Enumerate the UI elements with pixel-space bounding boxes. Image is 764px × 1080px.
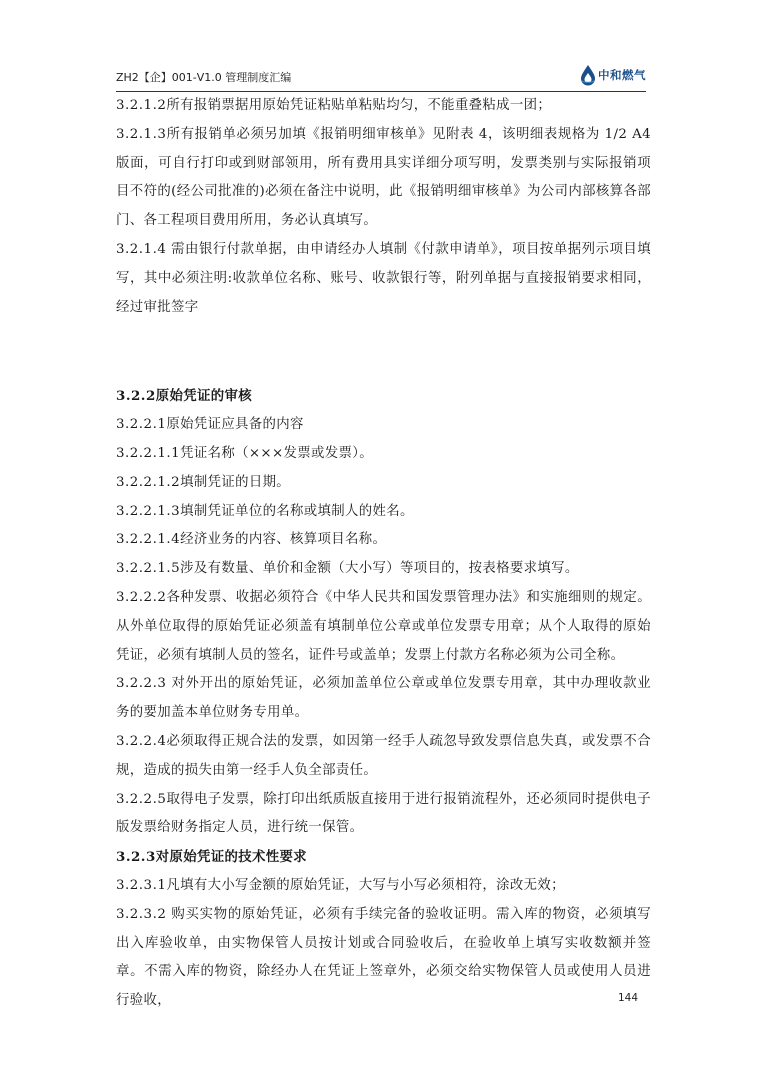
clause-text: 填制凭证的日期。 xyxy=(180,474,291,490)
clause-text: 对外开出的原始凭证，必须加盖单位公章或单位发票专用章，其中办理收款业务的要加盖本单位财务专用单。 xyxy=(116,676,651,721)
clause-number: 3.2.2 xyxy=(116,388,156,405)
paragraph xyxy=(116,498,651,527)
clause-text: 经济业务的内容、核算项目名称。 xyxy=(180,532,387,548)
logo-text: 中和燃气 xyxy=(598,68,646,82)
clause-text: 凭证名称（×××发票或发票）。 xyxy=(180,445,374,461)
clause-number: 3.2.2.1 xyxy=(116,417,167,433)
company-logo xyxy=(580,62,646,88)
clause-text: 原始凭证应具备的内容 xyxy=(166,417,304,433)
section-heading xyxy=(116,382,651,411)
clause-number: 3.2.3 xyxy=(116,849,156,866)
clause-number: 3.2.3.2 xyxy=(116,906,167,922)
paragraph xyxy=(116,440,651,469)
clause-text: 需由银行付款单据，由申请经办人填制《付款申请单》，项目按单据列示项目填写，其中必须注明:收款单位名称、账号、收款银行等，附列单据与直接报销要求相同，经过审批签字 xyxy=(116,241,651,315)
paragraph xyxy=(116,584,651,670)
clause-text: 所有报销票据用原始凭证粘贴单粘贴均匀，不能重叠粘成一团； xyxy=(166,98,552,113)
paragraph xyxy=(116,872,651,901)
section-spacer xyxy=(116,322,651,382)
paragraph xyxy=(116,469,651,498)
paragraph xyxy=(116,236,651,322)
clause-number: 3.2.1.2 xyxy=(116,98,167,113)
page-number: 144 xyxy=(618,992,639,1004)
paragraph xyxy=(116,121,651,236)
clause-number: 3.2.1.3 xyxy=(116,126,167,142)
clause-text: 必须取得正规合法的发票，如因第一经手人疏忽导致发票信息失真，或发票不合规，造成的损失由第一经手人负全部责任。 xyxy=(116,733,651,778)
clause-text: 对原始凭证的技术性要求 xyxy=(155,849,307,866)
paragraph xyxy=(116,555,651,584)
paragraph xyxy=(116,670,651,728)
paragraph xyxy=(116,901,651,1016)
clause-text: 购买实物的原始凭证，必须有手续完备的验收证明。需入库的物资，必须填写出入库验收单，由实物保管人员按计划或合同验收后，在验收单上填写实收数额并签章。不需入库的物资，除经办人在凭证上签章外，必须交给实物保管人员或使用人员进行验收， xyxy=(116,906,651,1009)
clause-number: 3.2.2.2 xyxy=(116,589,167,605)
clause-number: 3.2.2.3 xyxy=(116,676,167,692)
paragraph xyxy=(116,728,651,786)
paragraph xyxy=(116,92,651,121)
page-header xyxy=(116,60,646,92)
clause-number: 3.2.2.1.5 xyxy=(116,561,181,577)
clause-number: 3.2.2.4 xyxy=(116,733,167,749)
clause-number: 3.2.2.1.4 xyxy=(116,532,181,548)
paragraph xyxy=(116,411,651,440)
document-body xyxy=(116,92,651,1016)
clause-number: 3.2.2.1.2 xyxy=(116,474,181,490)
section-heading xyxy=(116,843,651,872)
clause-text: 涉及有数量、单价和金额（大小写）等项目的，按表格要求填写。 xyxy=(180,561,579,577)
clause-text: 凡填有大小写金额的原始凭证，大写与小写必须相符，涂改无效； xyxy=(166,877,565,893)
flame-drop-icon xyxy=(580,64,596,86)
clause-number: 3.2.2.1.3 xyxy=(116,503,181,519)
clause-number: 3.2.3.1 xyxy=(116,877,167,893)
clause-number: 3.2.2.5 xyxy=(116,791,167,807)
clause-number: 3.2.2.1.1 xyxy=(116,445,181,461)
clause-text: 所有报销单必须另加填《报销明细审核单》见附表 4，该明细表规格为 1/2 A4 版面，可自行打印或到财部领用，所有费用具实详细分项写明，发票类别与实际报销项目不符的(经公司批准的)必须在备注中说明，此《报销明细审核单》为公司内部核算各部门、各工程项目费用所用，务必认真填写。 xyxy=(116,126,651,229)
clause-text: 原始凭证的审核 xyxy=(155,388,252,405)
clause-text: 各种发票、收据必须符合《中华人民共和国发票管理办法》和实施细则的规定。从外单位取得的原始凭证必须盖有填制单位公章或单位发票专用章；从个人取得的原始凭证，必须有填制人员的签名，证件号或盖单；发票上付款方名称必须为公司全称。 xyxy=(116,589,651,663)
paragraph xyxy=(116,786,651,844)
header-title: ZH2【企】001-V1.0 管理制度汇编 xyxy=(116,71,292,84)
paragraph xyxy=(116,526,651,555)
clause-text: 取得电子发票，除打印出纸质版直接用于进行报销流程外，还必须同时提供电子版发票给财务指定人员，进行统一保管。 xyxy=(116,791,651,836)
clause-number: 3.2.1.4 xyxy=(116,241,167,257)
clause-text: 填制凭证单位的名称或填制人的姓名。 xyxy=(180,503,414,519)
